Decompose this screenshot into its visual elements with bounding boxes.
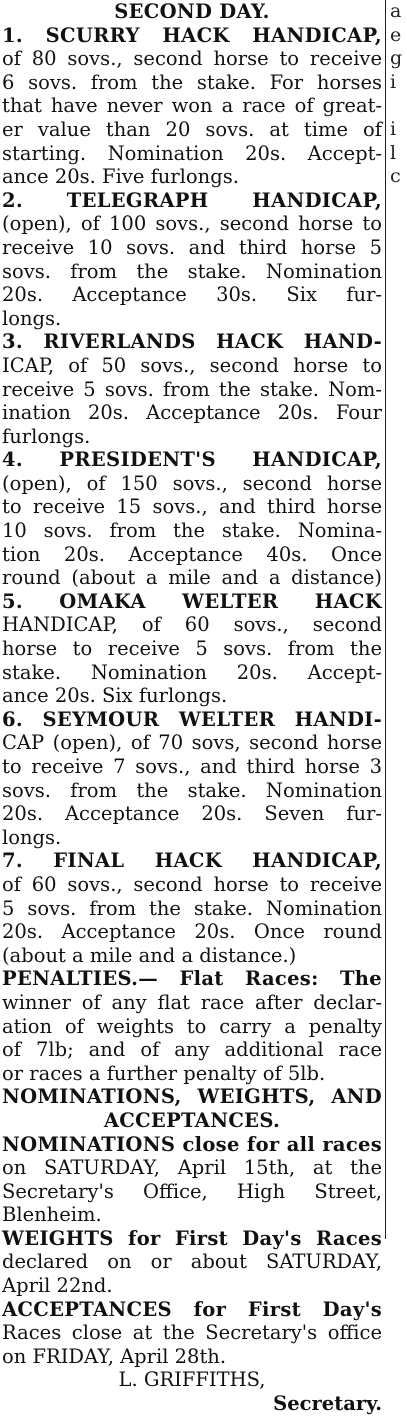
- adjacent-fragment: [390, 236, 407, 260]
- article-line: of 60 sovs., second horse to receive: [2, 872, 382, 896]
- adjacent-fragment: [390, 543, 407, 567]
- article-line: ation of weights to carry a penalty: [2, 1014, 382, 1038]
- adjacent-fragment: [390, 1203, 407, 1227]
- adjacent-fragment: c: [390, 165, 401, 188]
- adjacent-fragment: [390, 1109, 407, 1133]
- adjacent-fragment: [390, 991, 407, 1015]
- adjacent-fragment: [390, 495, 407, 519]
- article-line: declared on or about SATURDAY,: [2, 1250, 382, 1274]
- article-line: to receive 15 sovs., and third horse: [2, 495, 382, 519]
- article-line: 3. RIVERLANDS HACK HAND-: [2, 330, 382, 354]
- article-line: starting. Nomination 20s. Accept-: [2, 141, 382, 165]
- adjacent-fragment: [390, 897, 407, 921]
- article-line: on SATURDAY, April 15th, at the: [2, 1156, 382, 1180]
- article-line: WEIGHTS for First Day's Races: [2, 1226, 382, 1250]
- adjacent-fragment: a: [390, 0, 402, 22]
- article-line: or races a further penalty of 5lb.: [2, 1061, 326, 1085]
- article-line: 2. TELEGRAPH HANDICAP,: [2, 188, 382, 212]
- article-line: ICAP, of 50 sovs., second horse to: [2, 353, 382, 377]
- adjacent-fragment: [390, 1085, 407, 1109]
- adjacent-fragment: i: [390, 117, 397, 140]
- column-rule: [385, 0, 386, 1239]
- adjacent-fragment: [390, 849, 407, 873]
- article-line: of 7lb; and of any additional race: [2, 1038, 382, 1062]
- article-line: 20s. Acceptance 30s. Six fur-: [2, 283, 382, 307]
- article-line: Secretary's Office, High Street,: [2, 1179, 382, 1203]
- adjacent-fragment: [390, 802, 407, 826]
- adjacent-fragment: [390, 708, 407, 732]
- adjacent-fragment: [390, 212, 407, 236]
- adjacent-fragment: [390, 1180, 407, 1204]
- article-line: NOMINATIONS close for all races: [2, 1132, 382, 1156]
- article-line: 20s. Acceptance 20s. Seven fur-: [2, 802, 382, 826]
- adjacent-fragment: [390, 283, 407, 307]
- adjacent-fragment: [390, 94, 407, 118]
- article-line: HANDICAP, of 60 sovs., second: [2, 613, 382, 637]
- adjacent-fragment: [390, 590, 407, 614]
- article-line: longs.: [2, 306, 62, 330]
- adjacent-fragment: [390, 330, 407, 354]
- adjacent-fragment: [390, 1015, 407, 1039]
- article-line: (open), of 150 sovs., second horse: [2, 471, 382, 495]
- article-line: sovs. from the stake. Nomination: [2, 259, 382, 283]
- adjacent-fragment: [390, 1227, 407, 1251]
- article-line: SECOND DAY.: [114, 0, 270, 23]
- article-line: receive 10 sovs. and third horse 5: [2, 235, 382, 259]
- adjacent-fragment: [390, 779, 407, 803]
- adjacent-fragment: [390, 566, 407, 590]
- article-line: 5. OMAKA WELTER HACK: [2, 589, 382, 613]
- adjacent-fragment: [390, 873, 407, 897]
- adjacent-fragment: [390, 731, 407, 755]
- article-line: 1. SCURRY HACK HANDICAP,: [2, 23, 382, 47]
- adjacent-fragment: [390, 378, 407, 402]
- article-line: 7. FINAL HACK HANDICAP,: [2, 849, 382, 873]
- article-line: April 22nd.: [2, 1274, 113, 1298]
- article-line: ance 20s. Six furlongs.: [2, 684, 228, 708]
- article-line: receive 5 sovs. from the stake. Nom-: [2, 377, 382, 401]
- adjacent-fragment: l: [390, 141, 397, 164]
- article-line: tion 20s. Acceptance 40s. Once: [2, 542, 382, 566]
- adjacent-fragment: [390, 448, 407, 472]
- adjacent-fragment: [390, 1133, 407, 1157]
- article-line: horse to receive 5 sovs. from the: [2, 637, 382, 661]
- article-line: sovs. from the stake. Nomination: [2, 778, 382, 802]
- adjacent-fragment: [390, 944, 407, 968]
- adjacent-fragment: [390, 637, 407, 661]
- article-line: 4. PRESIDENT'S HANDICAP,: [2, 448, 382, 472]
- adjacent-fragment: [390, 189, 407, 213]
- adjacent-fragment: [390, 354, 407, 378]
- article-line: on FRIDAY, April 28th.: [2, 1344, 227, 1368]
- article-line: furlongs.: [2, 424, 91, 448]
- article-line: 6. SEYMOUR WELTER HANDI-: [2, 707, 382, 731]
- adjacent-fragment: i: [390, 70, 397, 93]
- article-line: 20s. Acceptance 20s. Once round: [2, 920, 382, 944]
- article-line: Blenheim.: [2, 1203, 102, 1227]
- adjacent-fragment: [390, 613, 407, 637]
- adjacent-fragment: [390, 260, 407, 284]
- article-column: [2, 0, 382, 1416]
- article-line: CAP (open), of 70 sovs, second horse: [2, 731, 382, 755]
- article-line: er value than 20 sovs. at time of: [2, 117, 382, 141]
- adjacent-fragment: g: [390, 47, 403, 70]
- article-line: longs.: [2, 825, 62, 849]
- adjacent-fragment: [390, 755, 407, 779]
- article-line: (open), of 100 sovs., second horse to: [2, 212, 382, 236]
- adjacent-fragment: [390, 472, 407, 496]
- adjacent-fragment: e: [390, 23, 402, 46]
- article-line: stake. Nomination 20s. Accept-: [2, 660, 382, 684]
- adjacent-fragment: [390, 920, 407, 944]
- article-line: NOMINATIONS, WEIGHTS, AND: [2, 1085, 382, 1109]
- article-line: winner of any flat race after declar-: [2, 990, 382, 1014]
- article-line: ance 20s. Five furlongs.: [2, 165, 239, 189]
- adjacent-fragment: [390, 1038, 407, 1062]
- adjacent-fragment: [390, 1062, 407, 1086]
- article-line: of 80 sovs., second horse to receive: [2, 47, 382, 71]
- article-line: 10 sovs. from the stake. Nomina-: [2, 519, 382, 543]
- adjacent-fragment: [390, 307, 407, 331]
- adjacent-fragment: [390, 1156, 407, 1180]
- article-line: ination 20s. Acceptance 20s. Four: [2, 401, 382, 425]
- adjacent-fragment: [390, 967, 407, 991]
- article-line: 5 sovs. from the stake. Nomination: [2, 896, 382, 920]
- adjacent-fragment: [390, 519, 407, 543]
- article-line: (about a mile and a distance.): [2, 943, 297, 967]
- article-line: Secretary.: [273, 1392, 382, 1416]
- article-line: ACCEPTANCES for First Day's: [2, 1297, 382, 1321]
- adjacent-fragment: [390, 661, 407, 685]
- article-line: L. GRIFFITHS,: [118, 1368, 266, 1392]
- article-line: 6 sovs. from the stake. For horses: [2, 70, 382, 94]
- adjacent-fragment: [390, 401, 407, 425]
- adjacent-fragment: [390, 425, 407, 449]
- article-line: to receive 7 sovs., and third horse 3: [2, 755, 382, 778]
- article-line: ACCEPTANCES.: [103, 1108, 281, 1132]
- article-line: PENALTIES.— Flat Races: The: [2, 967, 382, 991]
- adjacent-fragment: [390, 684, 407, 708]
- article-line: round (about a mile and a distance): [2, 566, 382, 590]
- article-line: that have never won a race of great-: [2, 94, 382, 118]
- adjacent-fragment: [390, 826, 407, 850]
- adjacent-column-fragments: [390, 0, 407, 1250]
- article-line: Races close at the Secretary's office: [2, 1321, 382, 1345]
